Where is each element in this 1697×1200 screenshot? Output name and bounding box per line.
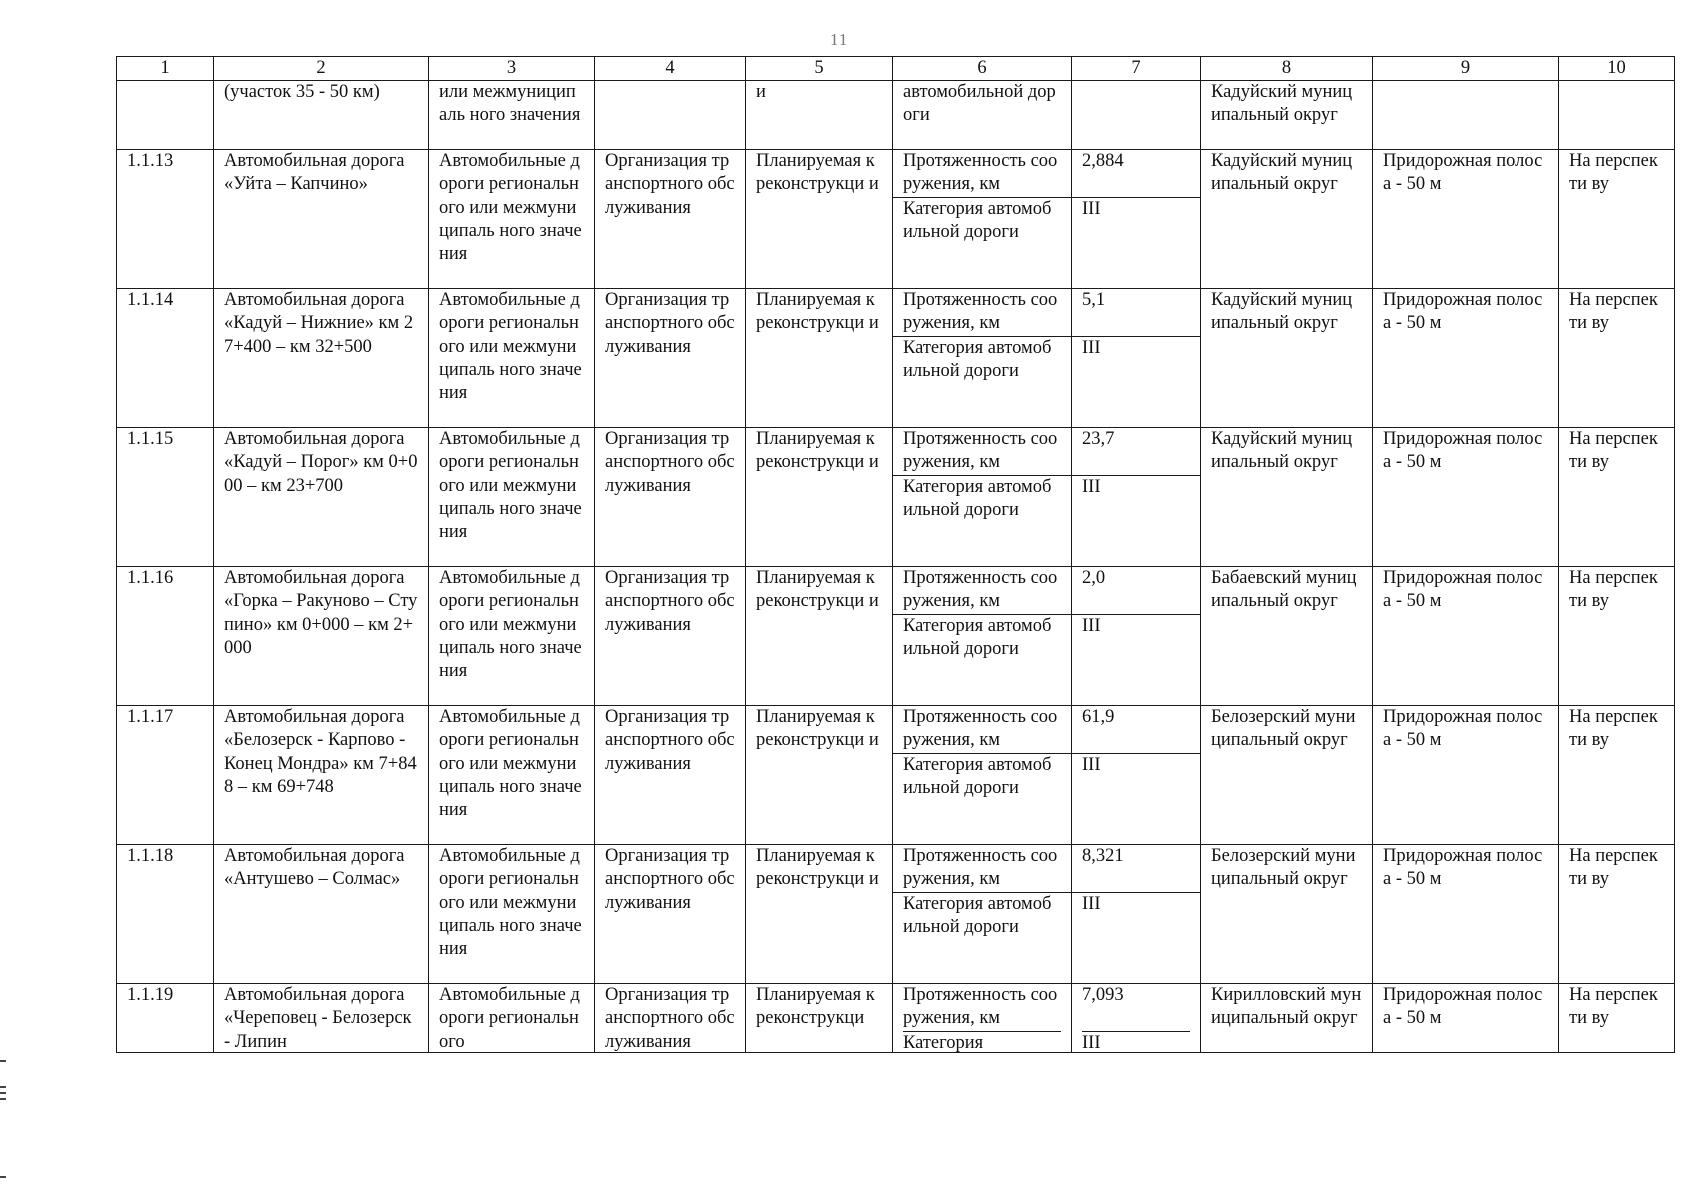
location-cell: Белозерский муниципальный округ [1201,845,1373,984]
roads-table [116,56,1675,1053]
term-cell: На перспекти ву [1559,984,1675,1053]
row-number-cell: 1.1.15 [117,428,214,567]
road-name-cell: Автомобильная дорога «Череповец - Белозерск - Липин [214,984,429,1053]
length-value: 5,1 [1072,289,1200,337]
location-cell: Кадуйский муниципальный округ [1201,289,1373,428]
header-cell: 9 [1373,57,1559,81]
header-cell: 10 [1559,57,1675,81]
table-row [117,81,1675,150]
category-value: III [1082,1032,1101,1052]
status-cell: Планируемая к реконструкци [746,984,893,1053]
margin-mark [0,1092,6,1094]
table-row [117,706,1675,845]
road-name-cell: Автомобильная дорога «Кадуй – Порог» км 0+000 – км 23+700 [214,428,429,567]
length-attribute: Протяженность сооружения, км [893,845,1071,893]
length-attribute: Протяженность сооружения, км [893,150,1071,198]
category-attribute: Категория автомобильной дороги [903,337,1052,381]
category-attribute: Категория автомобильной дороги [903,893,1052,937]
header-cell: 3 [429,57,595,81]
value-cell [1072,150,1201,289]
road-name-cell: (участок 35 - 50 км) [214,81,429,150]
status-cell: Планируемая к реконструкци и [746,289,893,428]
term-cell: На перспекти ву [1559,845,1675,984]
zone-cell: Придорожная полоса - 50 м [1373,567,1559,706]
category-value: III [1082,198,1101,219]
margin-mark [0,1086,6,1088]
category-value: III [1082,754,1101,775]
zone-cell: Придорожная полоса - 50 м [1373,150,1559,289]
attribute-cell [893,706,1072,845]
term-cell: На перспекти ву [1559,706,1675,845]
row-number-cell: 1.1.14 [117,289,214,428]
road-name-cell: Автомобильная дорога «Горка – Ракуново – Ступино» км 0+000 – км 2+000 [214,567,429,706]
road-name-cell: Автомобильная дорога «Уйта – Капчино» [214,150,429,289]
length-attribute: Протяженность сооружения, км [903,984,1061,1032]
category-attribute: Категория автомобильной дороги [903,476,1052,520]
length-attribute: Протяженность сооружения, км [893,428,1071,476]
length-attribute: Протяженность сооружения, км [893,706,1071,754]
category-value: III [1082,476,1101,497]
road-name-cell: Автомобильная дорога «Антушево – Солмас» [214,845,429,984]
table-row [117,984,1675,1053]
header-cell: 5 [746,57,893,81]
road-type-cell: Автомобильные дороги регионального или межмуниципаль ного значения [429,845,595,984]
value-cell [1072,567,1201,706]
location-cell: Белозерский муниципальный округ [1201,706,1373,845]
category-attribute: Категория [903,1032,984,1052]
header-cell: 8 [1201,57,1373,81]
status-cell: и [746,81,893,150]
value-cell [1072,706,1201,845]
zone-cell: Придорожная полоса - 50 м [1373,428,1559,567]
header-cell: 2 [214,57,429,81]
attribute-cell [893,428,1072,567]
attribute-cell [893,150,1072,289]
row-number-cell: 1.1.17 [117,706,214,845]
purpose-cell: Организация транспортного обслуживания [595,567,746,706]
length-value: 61,9 [1072,706,1200,754]
row-number-cell: 1.1.16 [117,567,214,706]
status-cell: Планируемая к реконструкци и [746,428,893,567]
location-cell: Кирилловский муниципальный округ [1201,984,1373,1053]
status-cell: Планируемая к реконструкци и [746,567,893,706]
term-cell [1559,81,1675,150]
attribute-cell [893,289,1072,428]
road-type-cell: Автомобильные дороги регионального или межмуниципаль ного значения [429,706,595,845]
value-cell [1072,428,1201,567]
attribute-cell: автомобильной дороги [893,81,1072,150]
table-row [117,150,1675,289]
value-cell [1072,289,1201,428]
margin-mark [0,1176,6,1178]
attribute-cell [893,984,1072,1053]
row-number-cell: 1.1.19 [117,984,214,1053]
margin-mark [0,1098,6,1100]
value-cell [1072,845,1201,984]
table-row [117,845,1675,984]
status-cell: Планируемая к реконструкци и [746,845,893,984]
purpose-cell: Организация транспортного обслуживания [595,150,746,289]
term-cell: На перспекти ву [1559,289,1675,428]
zone-cell: Придорожная полоса - 50 м [1373,845,1559,984]
zone-cell: Придорожная полоса - 50 м [1373,706,1559,845]
purpose-cell: Организация транспортного обслуживания [595,984,746,1053]
road-type-cell: или межмуниципаль ного значения [429,81,595,150]
purpose-cell: Организация транспортного обслуживания [595,428,746,567]
row-number-cell: 1.1.18 [117,845,214,984]
purpose-cell: Организация транспортного обслуживания [595,289,746,428]
table-row [117,428,1675,567]
length-attribute: Протяженность сооружения, км [893,289,1071,337]
category-value: III [1082,893,1101,914]
road-name-cell: Автомобильная дорога «Белозерск - Карпово - Конец Мондра» км 7+848 – км 69+748 [214,706,429,845]
road-name-cell: Автомобильная дорога «Кадуй – Нижние» км 27+400 – км 32+500 [214,289,429,428]
category-value: III [1082,615,1101,636]
header-cell: 4 [595,57,746,81]
value-cell [1072,81,1201,150]
header-row [117,57,1675,81]
row-number-cell [117,81,214,150]
road-type-cell: Автомобильные дороги регионального или межмуниципаль ного значения [429,567,595,706]
road-type-cell: Автомобильные дороги регионального [429,984,595,1053]
page-number: 11 [830,30,849,49]
length-attribute: Протяженность сооружения, км [893,567,1071,615]
length-value: 2,884 [1072,150,1200,198]
road-type-cell: Автомобильные дороги регионального или межмуниципаль ного значения [429,428,595,567]
purpose-cell: Организация транспортного обслуживания [595,706,746,845]
term-cell: На перспекти ву [1559,150,1675,289]
purpose-cell: Организация транспортного обслуживания [595,845,746,984]
purpose-cell [595,81,746,150]
attribute-cell [893,567,1072,706]
length-value: 8,321 [1072,845,1200,893]
length-value: 2,0 [1072,567,1200,615]
status-cell: Планируемая к реконструкци и [746,150,893,289]
location-cell: Кадуйский муниципальный округ [1201,428,1373,567]
table-row [117,289,1675,428]
header-cell: 1 [117,57,214,81]
header-cell: 7 [1072,57,1201,81]
road-type-cell: Автомобильные дороги регионального или межмуниципаль ного значения [429,289,595,428]
value-cell [1072,984,1201,1053]
term-cell: На перспекти ву [1559,428,1675,567]
table-row [117,567,1675,706]
status-cell: Планируемая к реконструкци и [746,706,893,845]
zone-cell [1373,81,1559,150]
category-attribute: Категория автомобильной дороги [903,198,1052,242]
zone-cell: Придорожная полоса - 50 м [1373,984,1559,1053]
zone-cell: Придорожная полоса - 50 м [1373,289,1559,428]
road-type-cell: Автомобильные дороги регионального или межмуниципаль ного значения [429,150,595,289]
header-cell: 6 [893,57,1072,81]
location-cell: Бабаевский муниципальный округ [1201,567,1373,706]
category-attribute: Категория автомобильной дороги [903,615,1052,659]
location-cell: Кадуйский муниципальный округ [1201,150,1373,289]
category-value: III [1082,337,1101,358]
length-value: 7,093 [1082,984,1190,1032]
location-cell: Кадуйский муниципальный округ [1201,81,1373,150]
term-cell: На перспекти ву [1559,567,1675,706]
length-value: 23,7 [1072,428,1200,476]
row-number-cell: 1.1.13 [117,150,214,289]
margin-mark [0,1060,6,1062]
category-attribute: Категория автомобильной дороги [903,754,1052,798]
attribute-cell [893,845,1072,984]
